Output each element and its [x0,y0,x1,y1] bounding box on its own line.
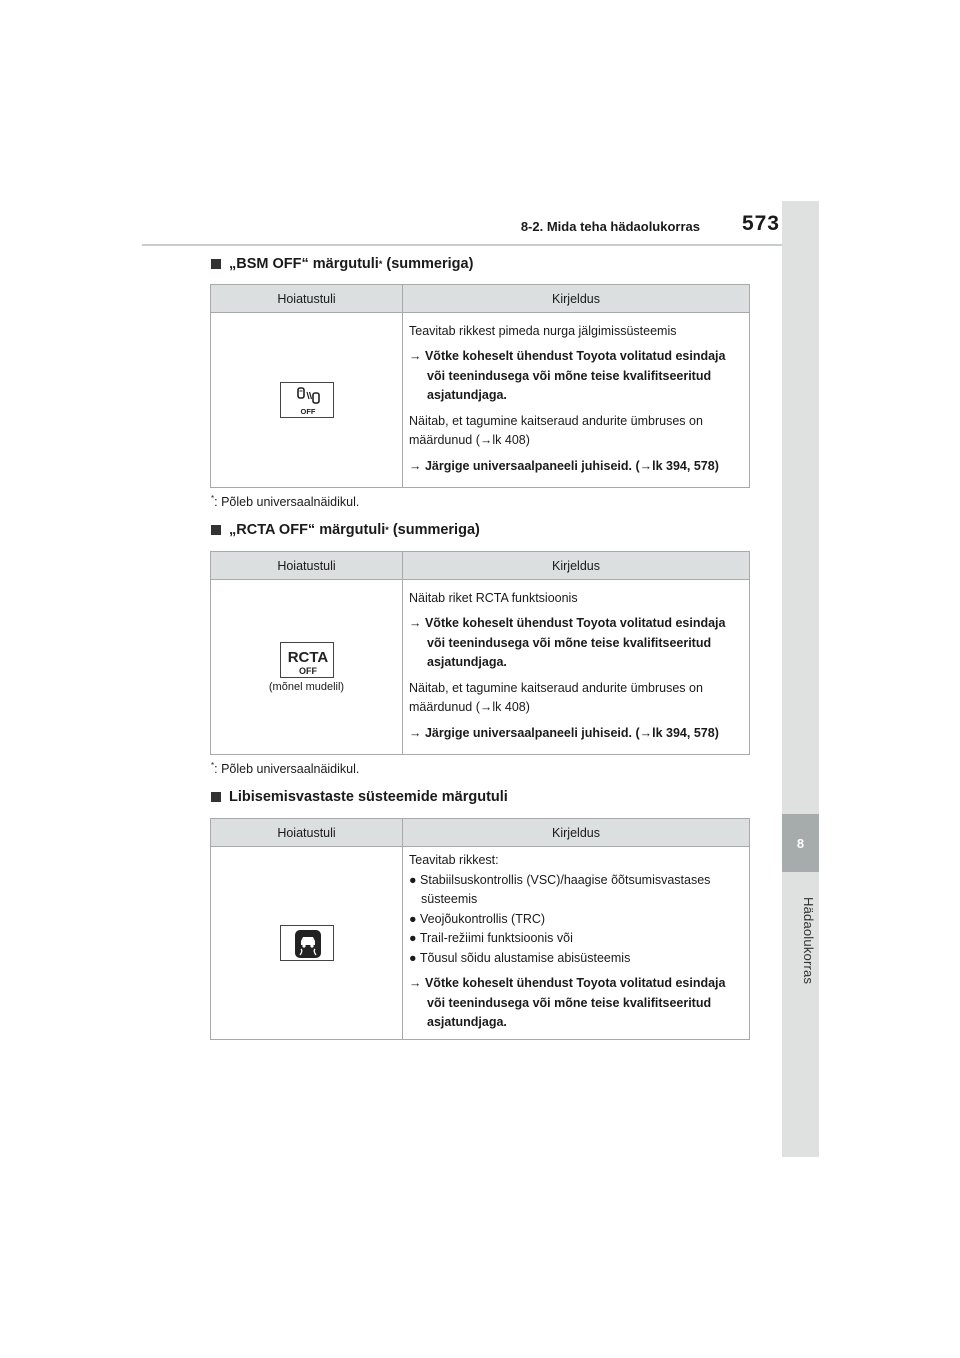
section-title: Libisemisvastaste süsteemide märgutuli [229,789,508,805]
chapter-number: 8 [782,814,819,872]
column-header-description: Kirjeldus [403,552,750,580]
warning-table-slip [210,818,750,1040]
light-cell [211,313,403,488]
column-header-description: Kirjeldus [403,285,750,313]
list-item: ● Veojõukontrollis (TRC) [409,911,546,926]
description-cell [403,580,750,755]
footnote-asterisk: * [378,259,383,269]
section-heading-rcta [211,522,480,538]
footnote-rcta [211,761,359,776]
table-header-row [211,552,750,580]
footnote-asterisk: * [211,494,215,503]
page-header [142,212,782,246]
chapter-label: Hädaolukorras [801,897,816,985]
light-cell [211,847,403,1040]
square-bullet-icon [211,259,221,269]
description-line: Näitab riket RCTA funktsioonis [409,590,578,605]
action-instruction: → Järgige universaalpaneeli juhiseid. (→lk 394, 578) [409,458,719,473]
description-line: Teavitab rikkest pimeda nurga jälgimissüsteemis [409,323,677,338]
icon-caption: (mõnel mudelil) [268,680,345,693]
section-title: „RCTA OFF“ märgutuli [229,522,386,538]
list-item: ● Tõusul sõidu alustamise abisüsteemis [409,950,631,965]
header-section-title: 8-2. Mida teha hädaolukorras [520,219,700,234]
svg-text:RCTA: RCTA [287,648,328,666]
description-intro: Teavitab rikkest: [409,853,499,867]
footnote-asterisk: * [385,525,389,535]
section-title: „BSM OFF“ märgutuli [229,256,379,272]
table-row [211,313,750,488]
section-heading-bsm [211,256,473,272]
action-instruction: → Võtke koheselt ühendust Toyota volitatud esindaja või teenindusega või mõne teise kvalifitseeritud asjatundjaga. [409,349,726,403]
column-header-light: Hoiatustuli [211,552,403,580]
warning-table-rcta [210,551,750,755]
svg-text:OFF: OFF [300,407,315,416]
bsm-off-icon [280,382,334,418]
footnote-text: : Põleb universaalnäidikul. [214,762,360,777]
chapter-side-tab [782,201,819,1157]
svg-text:OFF: OFF [298,665,317,676]
rcta-off-icon [280,642,334,678]
action-instruction: → Võtke koheselt ühendust Toyota volitatud esindaja või teenindusega või mõne teise kvalifitseeritud asjatundjaga. [409,976,726,1029]
page-number: 573 [741,212,780,235]
list-item: ● Stabiilsuskontrollis (VSC)/haagise õõtsumisvastases süsteemis [409,872,711,906]
column-header-light: Hoiatustuli [211,819,403,847]
table-row [211,580,750,755]
warning-table-bsm [210,284,750,488]
column-header-description: Kirjeldus [403,819,750,847]
list-item: ● Trail-režiimi funktsioonis või [409,931,573,945]
section-heading-slip [211,789,508,805]
table-header-row [211,819,750,847]
slip-indicator-icon [280,925,334,961]
description-line: Näitab, et tagumine kaitseraud andurite ümbruses on määrdunud (→lk 408) [409,413,703,448]
action-instruction: → Võtke koheselt ühendust Toyota volitatud esindaja või teenindusega või mõne teise kvalifitseeritud asjatundjaga. [409,616,726,670]
column-header-light: Hoiatustuli [211,285,403,313]
section-title-suffix: (summeriga) [392,522,480,538]
square-bullet-icon [211,792,221,802]
action-instruction: → Järgige universaalpaneeli juhiseid. (→lk 394, 578) [409,725,719,740]
description-line: Näitab, et tagumine kaitseraud andurite ümbruses on määrdunud (→lk 408) [409,680,703,715]
footnote-text: : Põleb universaalnäidikul. [214,495,360,510]
table-row [211,847,750,1040]
square-bullet-icon [211,525,221,535]
description-cell [403,313,750,488]
description-cell [403,847,750,1040]
footnote-asterisk: * [211,761,215,770]
table-header-row [211,285,750,313]
section-title-suffix: (summeriga) [386,256,474,272]
light-cell [211,580,403,755]
footnote-bsm [211,494,359,509]
